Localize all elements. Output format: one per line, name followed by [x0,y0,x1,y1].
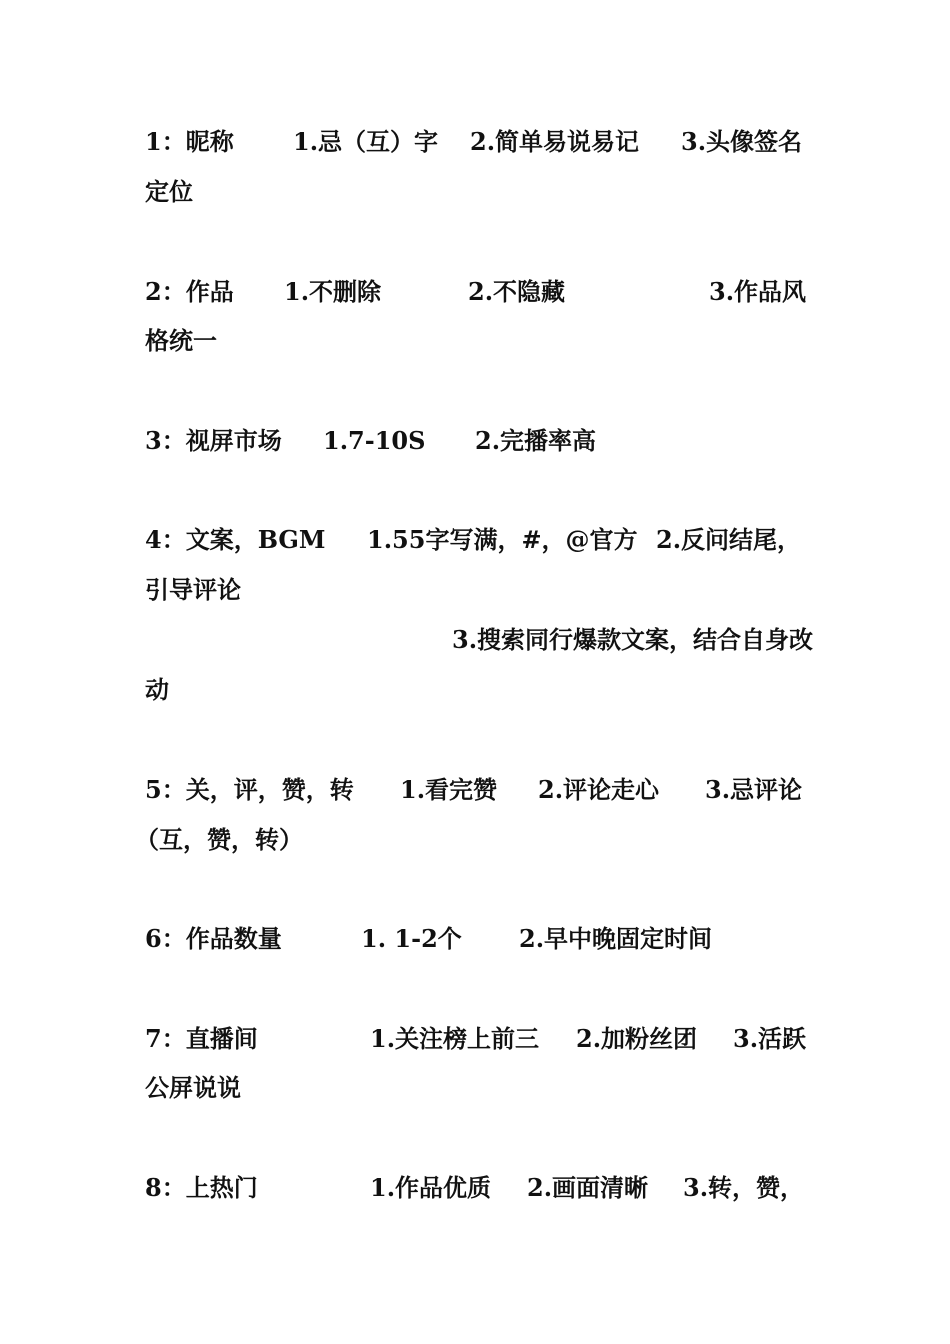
item-1-point-1: 1.忌（互）字 [293,127,439,156]
item-8-point-1: 1.作品优质 [370,1173,492,1202]
item-4-label: 4：文案，BGM [145,525,326,554]
item-1-label: 1：昵称 [145,127,234,156]
item-2-continuation: 格统一 [145,326,217,355]
item-5-point-1: 1.看完赞 [400,775,498,804]
item-7-point-3: 3.活跃 [733,1024,807,1053]
item-4-point-3-continuation: 动 [145,675,169,704]
item-2-label: 2：作品 [145,277,234,306]
item-3-point-2: 2.完播率高 [475,426,597,455]
item-7-continuation: 公屏说说 [145,1073,241,1102]
item-8-point-3: 3.转，赞， [683,1173,805,1202]
item-5-continuation: （互，赞，转） [135,825,303,854]
item-5-label: 5：关，评，赞，转 [145,775,354,804]
item-1-point-3: 3.头像签名 [681,127,803,156]
item-4-continuation: 引导评论 [145,575,241,604]
item-4-point-1: 1.55字写满，#，@官方 [367,525,638,554]
item-8-point-2: 2.画面清晰 [527,1173,649,1202]
item-7-label: 7：直播间 [145,1024,258,1053]
item-7-point-2: 2.加粉丝团 [576,1024,698,1053]
item-3-label: 3：视屏市场 [145,426,282,455]
item-4-point-3: 3.搜索同行爆款文案，结合自身改 [452,625,814,654]
item-8-label: 8：上热门 [145,1173,258,1202]
item-2-point-2: 2.不隐藏 [468,277,566,306]
item-3-point-1: 1.7-10S [323,426,426,455]
item-2-point-1: 1.不删除 [284,277,382,306]
item-7-point-1: 1.关注榜上前三 [370,1024,540,1053]
item-6-point-2: 2.早中晚固定时间 [519,924,713,953]
item-2-point-3: 3.作品风 [709,277,807,306]
item-6-point-1: 1. 1-2个 [361,924,462,953]
item-5-point-2: 2.评论走心 [538,775,660,804]
item-1-continuation: 定位 [145,177,193,206]
item-1-point-2: 2.简单易说易记 [470,127,640,156]
item-6-label: 6：作品数量 [145,924,282,953]
item-5-point-3: 3.忌评论 [705,775,803,804]
item-4-point-2: 2.反问结尾， [656,525,802,554]
